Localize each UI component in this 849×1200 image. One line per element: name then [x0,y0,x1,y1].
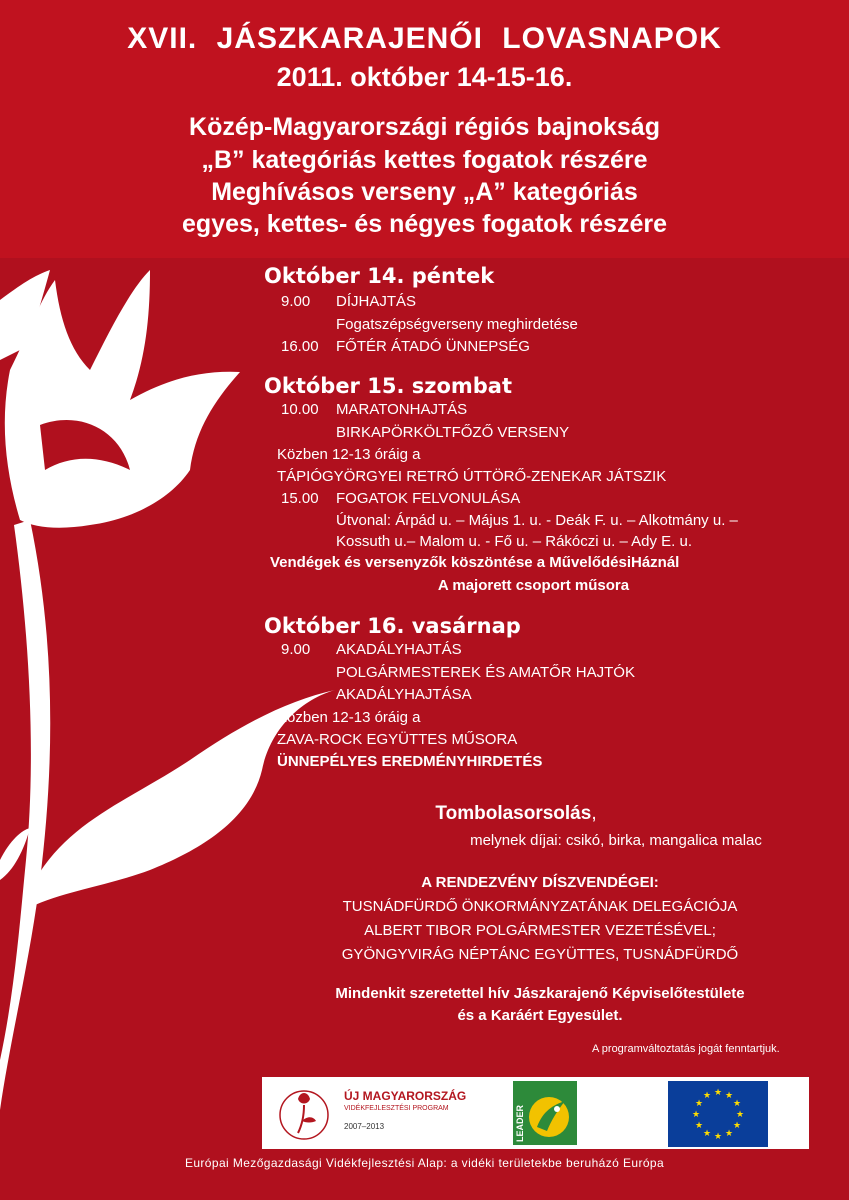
program-note: Közben 12-13 óráig a [277,446,421,463]
eu-flag [668,1081,768,1147]
event-title: XVII. JÁSZKARAJENŐI LOVASNAPOK [127,22,722,55]
svg-text:★: ★ [694,1099,704,1109]
program-item: FOGATOK FELVONULÁSA [336,490,521,507]
svg-text:★: ★ [724,1091,734,1101]
program-item: AKADÁLYHAJTÁS [336,641,462,658]
uj-magyarorszag-subtitle: VIDÉKFEJLESZTÉSI PROGRAM [344,1105,449,1112]
program-time: 9.00 [281,293,311,310]
invitation-line: Mindenkit szeretettel hív Jászkarajenő Képviselőtestülete [335,985,745,1002]
raffle-title: Tombolasorsolás [435,803,592,824]
guest-line: GYÖNGYVIRÁG NÉPTÁNC EGYÜTTES, TUSNÁDFÜRDŐ [341,946,739,963]
program-time: 15.00 [281,490,319,507]
tulip-emblem-icon [276,1081,336,1145]
subtitle-line: Közép-Magyarországi régiós bajnokság [189,113,660,141]
uj-magyarorszag-title: ÚJ MAGYARORSZÁG [344,1089,467,1103]
svg-text:★: ★ [724,1129,734,1139]
program-time: 10.00 [281,401,319,418]
program-note: Közben 12-13 óráig a [277,709,421,726]
program-item: DÍJHAJTÁS [336,293,417,310]
subtitle-line: „B” kategóriás kettes fogatok részére [201,146,648,174]
svg-text:★: ★ [691,1110,701,1120]
program-item: MARATONHAJTÁS [336,401,468,418]
route-line: Útvonal: Árpád u. – Május 1. u. - Deák F. u. – Alkotmány u. – [336,512,738,529]
program-note: TÁPIÓGYÖRGYEI RETRÓ ÚTTÖRŐ-ZENEKAR JÁTSZIK [277,468,667,485]
program-time: 16.00 [281,338,319,355]
program-item: AKADÁLYHAJTÁSA [336,686,472,703]
raffle-title-row [0,803,849,825]
day-heading: Október 16. vasárnap [264,614,521,638]
subtitle-line: Meghívásos verseny „A” kategóriás [211,178,638,206]
highlight-line: A majorett csoport műsora [437,577,630,594]
raffle-prizes: melynek díjai: csikó, birka, mangalica malac [470,832,762,849]
disclaimer: A programváltoztatás jogát fenntartjuk. [592,1043,780,1055]
program-item: Fogatszépségverseny meghirdetése [336,316,578,333]
program-item: BIRKAPÖRKÖLTFŐZŐ VERSENY [336,424,570,441]
svg-text:★: ★ [694,1121,704,1131]
svg-text:★: ★ [702,1129,712,1139]
svg-text:★: ★ [732,1121,742,1131]
guest-line: TUSNÁDFÜRDŐ ÖNKORMÁNYZATÁNAK DELEGÁCIÓJA [342,898,738,915]
svg-text:★: ★ [702,1091,712,1101]
program-time: 9.00 [281,641,311,658]
footer-text: Európai Mezőgazdasági Vidékfejlesztési Alap: a vidéki területekbe beruházó Európa [184,1156,665,1170]
guest-line: ALBERT TIBOR POLGÁRMESTER VEZETÉSÉVEL; [364,922,716,939]
svg-text:★: ★ [713,1132,723,1142]
highlight-line: ÜNNEPÉLYES EREDMÉNYHIRDETÉS [277,753,543,770]
program-item: POLGÁRMESTEREK ÉS AMATŐR HAJTÓK [336,664,635,681]
day-heading: Október 14. péntek [264,264,495,288]
invitation-line: és a Karáért Egyesület. [457,1007,623,1024]
eu-stars-icon [668,1081,768,1147]
raffle-comma: , [591,803,597,824]
route-line: Kossuth u.– Malom u. - Fő u. – Rákóczi u. – Ady E. u. [336,533,693,550]
program-note: ZAVA-ROCK EGYÜTTES MŰSORA [277,731,518,748]
leader-label: LEADER [515,1104,525,1142]
event-date: 2011. október 14-15-16. [276,62,573,92]
program-item: FŐTÉR ÁTADÓ ÜNNEPSÉG [336,338,530,355]
subtitle-line: egyes, kettes- és négyes fogatok részére [182,210,667,238]
svg-text:★: ★ [735,1110,745,1120]
guests-title: A RENDEZVÉNY DÍSZVENDÉGEI: [421,874,659,891]
highlight-line: Vendégek és versenyzők köszöntése a MűvelődésiHáznál [270,554,680,571]
day-heading: Október 15. szombat [264,374,513,398]
uj-magyarorszag-years: 2007–2013 [344,1122,385,1131]
svg-text:★: ★ [713,1088,723,1098]
svg-text:★: ★ [732,1099,742,1109]
